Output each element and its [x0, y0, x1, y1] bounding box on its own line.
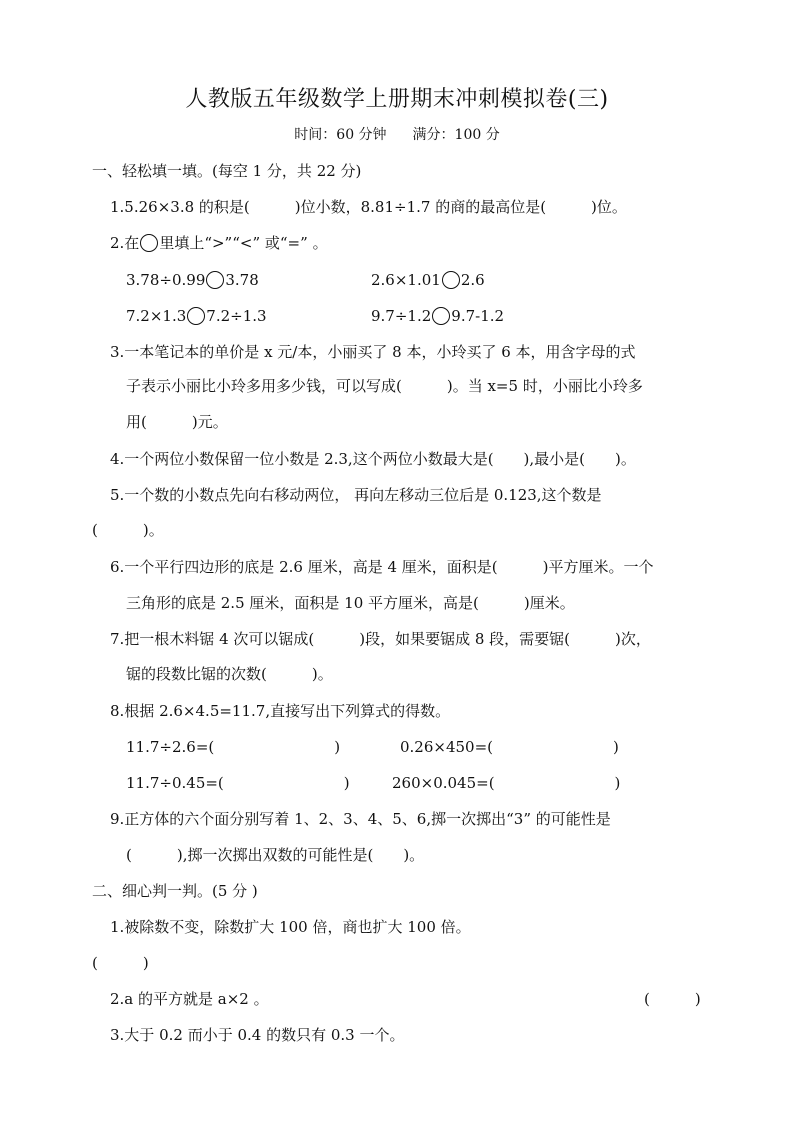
- judge-2-answer: ( ): [644, 990, 701, 1008]
- circle-blank-icon[interactable]: [442, 271, 460, 289]
- question-5-line: 5.一个数的小数点先向右移动两位， 再向左移动三位后是 0.123,这个数是: [110, 486, 602, 504]
- q2-suffix: 里填上“>”“<” 或“=” 。: [159, 234, 328, 252]
- full-score: 满分：100 分: [412, 127, 500, 143]
- circle-blank-icon[interactable]: [187, 307, 205, 325]
- calc-item: 11.7÷0.45=( ): [126, 774, 350, 792]
- question-7-line: 7.把一根木料锯 4 次可以锯成( )段，如果要锯成 8 段，需要锯( )次，: [110, 630, 651, 648]
- circle-blank-icon[interactable]: [206, 271, 224, 289]
- question-9-line: ( ),掷一次掷出双数的可能性是( )。: [126, 846, 425, 864]
- circle-blank-icon: [140, 234, 158, 252]
- judge-1: 1.被除数不变，除数扩大 100 倍，商也扩大 100 倍。: [110, 918, 471, 936]
- question-1: 1.5.26×3.8 的积是( )位小数，8.81÷1.7 的商的最高位是( )位。: [110, 198, 627, 216]
- calc-item: 0.26×450=( ): [400, 738, 619, 756]
- question-5-line: ( )。: [92, 521, 164, 539]
- question-3-line: 子表示小丽比小玲多用多少钱，可以写成( )。当 x=5 时，小丽比小玲多: [126, 377, 643, 395]
- q2-prefix: 2.在: [110, 234, 140, 252]
- judge-2: 2.a 的平方就是 a×2 。: [110, 990, 269, 1008]
- calc-item: 260×0.045=( ): [392, 774, 621, 792]
- comparison-item: 3.78÷0.99 3.78: [126, 271, 259, 289]
- question-2: [110, 233, 328, 253]
- question-4: 4.一个两位小数保留一位小数是 2.3,这个两位小数最大是( ),最小是( )。: [110, 450, 636, 468]
- question-3-line: 用( )元。: [126, 413, 228, 431]
- question-7-line: 锯的段数比锯的次数( )。: [126, 665, 333, 683]
- question-9-line: 9.正方体的六个面分别写着 1、2、3、4、5、6,掷一次掷出“3” 的可能性是: [110, 810, 611, 828]
- time-limit: 时间：60 分钟: [294, 127, 387, 143]
- section1-heading: 一、轻松填一填。(每空 1 分，共 22 分): [92, 162, 362, 180]
- circle-blank-icon[interactable]: [432, 307, 450, 325]
- question-3-line: 3.一本笔记本的单价是 x 元/本，小丽买了 8 本，小玲买了 6 本，用含字母的式: [110, 343, 636, 361]
- calc-item: 11.7÷2.6=( ): [126, 738, 341, 756]
- page-title: 人教版五年级数学上册期末冲刺模拟卷(三): [185, 87, 609, 112]
- judge-1-answer: ( ): [92, 954, 149, 972]
- comparison-item: 7.2×1.3 7.2÷1.3: [126, 307, 267, 325]
- question-6-line: 三角形的底是 2.5 厘米，面积是 10 平方厘米，高是( )厘米。: [126, 594, 575, 612]
- question-8: 8.根据 2.6×4.5=11.7,直接写出下列算式的得数。: [110, 702, 451, 720]
- question-6-line: 6.一个平行四边形的底是 2.6 厘米，高是 4 厘米，面积是( )平方厘米。一个: [110, 558, 654, 576]
- exam-info: [0, 124, 794, 144]
- comparison-item: 2.6×1.01 2.6: [371, 271, 485, 289]
- comparison-item: 9.7÷1.2 9.7-1.2: [371, 307, 505, 325]
- judge-3: 3.大于 0.2 而小于 0.4 的数只有 0.3 一个。: [110, 1026, 405, 1044]
- section2-heading: 二、细心判一判。(5 分 ): [92, 882, 258, 900]
